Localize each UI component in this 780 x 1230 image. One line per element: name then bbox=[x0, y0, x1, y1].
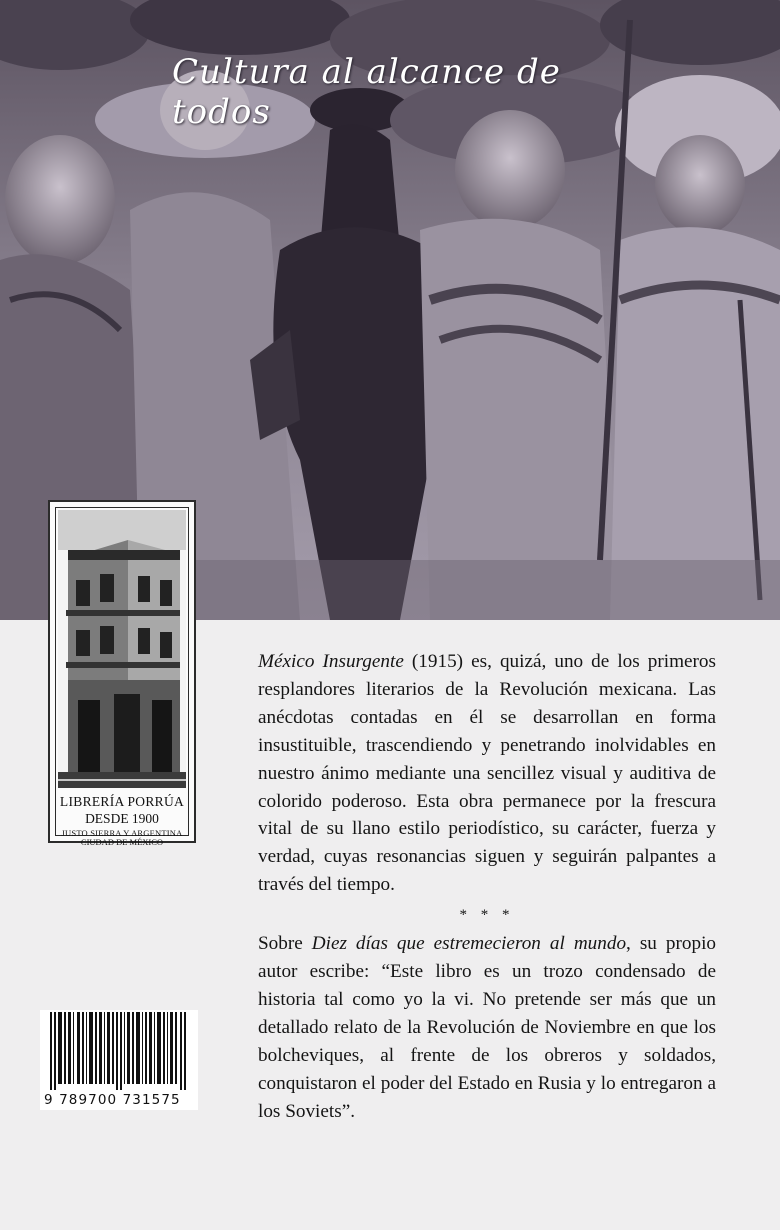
isbn-number: 9 789700 731575 bbox=[44, 1092, 181, 1108]
book-title-mexico-insurgente: México Insurgente bbox=[258, 651, 404, 672]
publisher-seal bbox=[48, 500, 196, 847]
description-paragraph-1 bbox=[258, 648, 716, 899]
paragraph-1-body: (1915) es, quizá, uno de los primeros resplandores literarios de la Revolución mexicana. Las anécdotas contadas en él se desarrollan en forma insustituible, trascendiendo y penetrando inolvidables en nuestro ánimo mediante una sencillez visual y auditiva de colorido poderoso. Esta obra permanece por la frescura vital de su llano estilo periodístico, su carácter, fuerza y verdad, cuyas resonancias siguen y seguirán palpantes a través del tiempo. bbox=[258, 651, 716, 896]
section-separator: * * * bbox=[459, 907, 515, 924]
description-paragraph-2 bbox=[258, 930, 716, 1125]
seal-bookstore-name: LIBRERÍA PORRÚA bbox=[59, 794, 185, 809]
isbn-barcode bbox=[40, 1010, 198, 1110]
cover-tagline: Cultura al alcance de todos bbox=[172, 52, 561, 132]
seal-since: DESDE 1900 bbox=[85, 811, 159, 826]
bookstore-building-illustration bbox=[58, 510, 186, 788]
barcode-bars bbox=[50, 1012, 190, 1090]
paragraph-2-body: , su propio autor escribe: “Este libro es un trozo condensado de historia tal como yo la vi. No pretende ser más que un detallado relato de la Revolución de Noviembre en que los bolcheviques, al frente de los obreros y soldados, conquistaron el poder del Estado en Rusia y lo entregaron a los Soviets”. bbox=[258, 933, 716, 1122]
seal-city: CIUDAD DE MÉXICO bbox=[80, 837, 164, 847]
back-cover-description bbox=[258, 648, 716, 1126]
book-title-diez-dias: Diez días que estremecieron al mundo bbox=[311, 933, 627, 955]
seal-address: JUSTO SIERRA Y ARGENTINA bbox=[61, 828, 183, 838]
paragraph-2-lead: Sobre bbox=[258, 933, 312, 955]
